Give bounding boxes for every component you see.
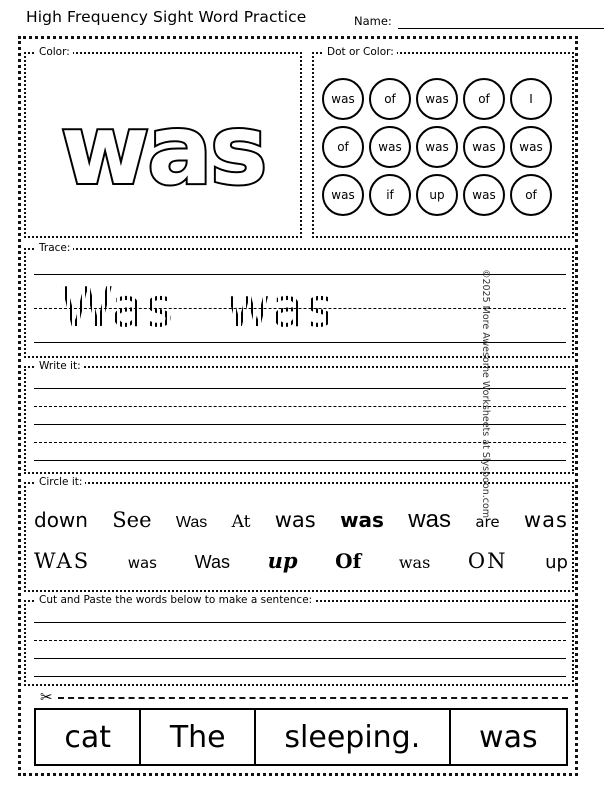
circle-word[interactable]: up: [545, 552, 568, 573]
sentence-line-extra[interactable]: [34, 676, 566, 677]
dot-or-color-section-label: Dot or Color:: [324, 46, 397, 58]
bubble[interactable]: up: [416, 174, 458, 216]
name-label: Name:: [354, 14, 392, 28]
cut-paste-section: [24, 600, 574, 686]
bubble-grid: [322, 78, 566, 216]
circle-word[interactable]: was: [274, 508, 316, 532]
circle-word[interactable]: was: [398, 553, 431, 572]
word-strip[interactable]: sleeping.: [256, 710, 451, 764]
bubble[interactable]: was: [463, 174, 505, 216]
bubble[interactable]: was: [510, 126, 552, 168]
scissors-icon: ✂: [40, 688, 53, 706]
circle-word[interactable]: See: [112, 508, 152, 532]
bubble[interactable]: was: [416, 126, 458, 168]
bubble[interactable]: I: [510, 78, 552, 120]
sentence-line-top[interactable]: [34, 622, 566, 623]
circle-word[interactable]: WAS: [34, 549, 91, 573]
write-section-label: Write it:: [36, 360, 84, 372]
copyright-notice: ©2025 More Awesome Worksheets at Slyspoon.com: [479, 268, 491, 519]
bubble[interactable]: was: [416, 78, 458, 120]
bubble[interactable]: was: [369, 126, 411, 168]
circle-word[interactable]: Was: [175, 514, 208, 531]
circle-word[interactable]: was: [408, 506, 451, 533]
word-strip[interactable]: cat: [36, 710, 141, 764]
circle-word[interactable]: Was: [194, 552, 230, 572]
circle-word[interactable]: are: [475, 513, 500, 531]
page-header: [26, 8, 594, 34]
bubble[interactable]: of: [510, 174, 552, 216]
circle-section-label: Circle it:: [36, 476, 85, 488]
page-title: High Frequency Sight Word Practice: [26, 8, 307, 26]
write-section: [24, 366, 574, 474]
circle-word[interactable]: up: [267, 548, 298, 573]
bubble[interactable]: was: [463, 126, 505, 168]
circle-word[interactable]: ON: [467, 549, 508, 573]
sentence-line-mid: [34, 640, 566, 641]
color-section-label: Color:: [36, 46, 73, 58]
trace-word-lower: was: [226, 275, 335, 339]
bubble[interactable]: of: [322, 126, 364, 168]
bubble[interactable]: was: [322, 174, 364, 216]
word-strip[interactable]: was: [479, 719, 538, 755]
circle-word-row-2: [34, 548, 568, 573]
bubble[interactable]: of: [463, 78, 505, 120]
word-strips: [34, 708, 568, 766]
circle-word[interactable]: was: [340, 508, 384, 532]
circle-word[interactable]: was: [523, 508, 568, 532]
trace-word-capital: Was: [60, 275, 175, 339]
bubble[interactable]: of: [369, 78, 411, 120]
circle-word[interactable]: Of: [335, 549, 362, 573]
circle-word[interactable]: was: [127, 554, 157, 572]
word-strip[interactable]: The: [141, 710, 256, 764]
bubble[interactable]: if: [369, 174, 411, 216]
cut-dashed-line: [58, 697, 568, 699]
circle-section: [24, 482, 574, 592]
circle-word[interactable]: down: [34, 508, 88, 532]
color-word-outline: was: [60, 94, 266, 206]
sentence-line-base[interactable]: [34, 658, 566, 659]
bubble[interactable]: was: [322, 78, 364, 120]
cut-paste-section-label: Cut and Paste the words below to make a sentence:: [36, 594, 315, 606]
name-input-line[interactable]: [398, 28, 604, 29]
circle-word[interactable]: At: [231, 512, 251, 532]
trace-section-label: Trace:: [36, 242, 73, 254]
